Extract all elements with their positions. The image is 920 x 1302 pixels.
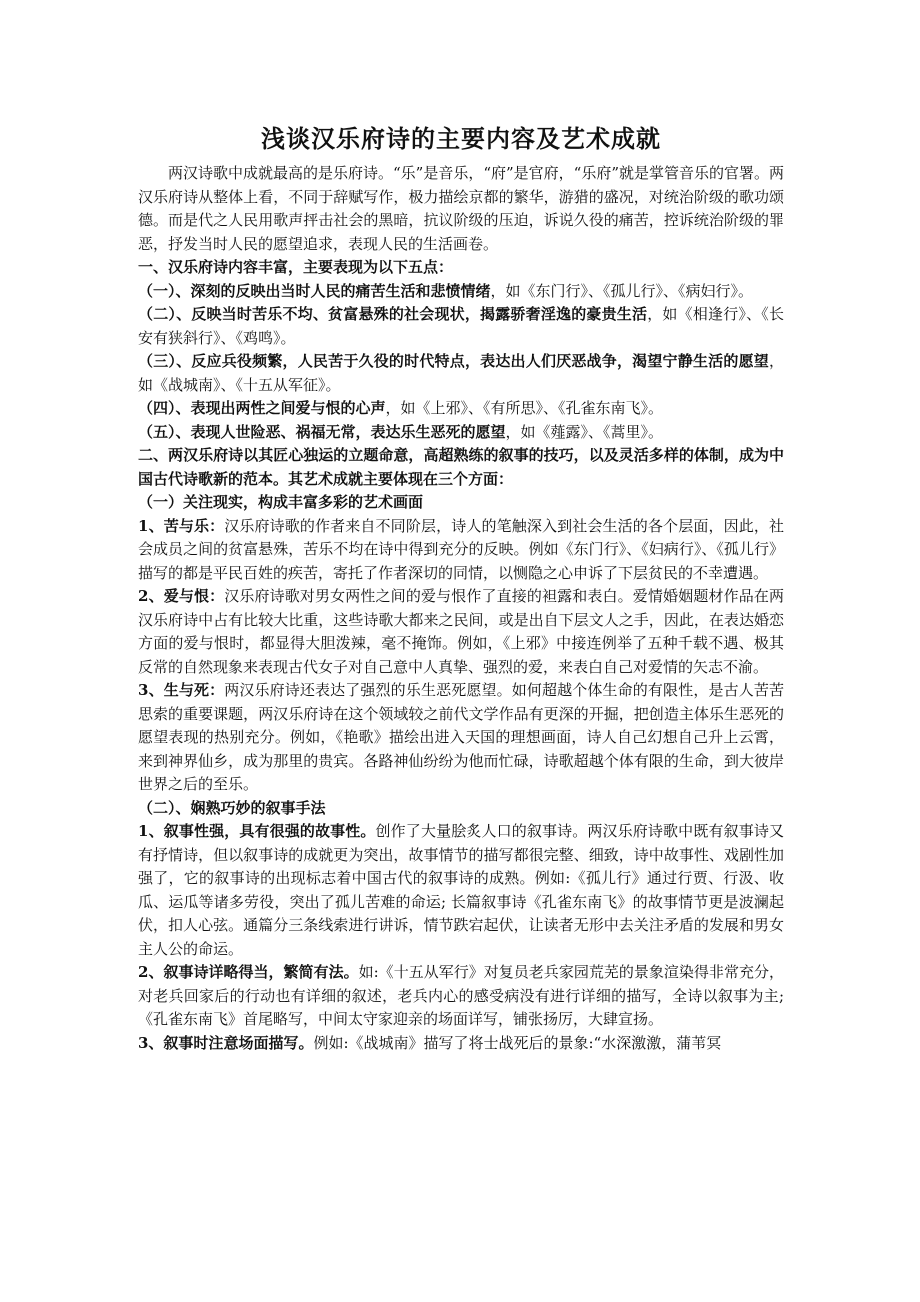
subsection1-heading: （一）关注现实，构成丰富多彩的艺术画面 [138,493,424,511]
narrative-item-3-text: 例如:《战城南》描写了将士战死后的景象:“水深激激，蒲苇冥 [313,1033,722,1052]
content-point-3 [138,350,784,397]
content-point-4-title: （四）、表现出两性之间爱与恨的心声 [138,399,386,417]
content-point-3-examples: ，如《战城南》、《十五从军征》。 [138,352,784,394]
content-point-1-examples: ，如《东门行》、《孤儿行》、《病妇行》。 [490,281,754,300]
content-point-1-title: （一）、深刻的反映出当时人民的痛苦生活和悲愤情绪 [138,281,491,300]
narrative-item-3 [138,1032,784,1056]
theme-item-3-text: 两汉乐府诗还表达了强烈的乐生恶死愿望。如何超越个体生命的有限性，是古人苦苦思索的重要课题，两汉乐府诗在这个领域较之前代文学作品有更深的开掘，把创造主体乐生恶死的愿望表现的热别充分。例如，《艳歌》描绘出进入天国的理想画面，诗人自己幻想自己升上云霄，来到神界仙乡，成为那里的贵宾。各路神仙纷纷为他而忙碌，诗歌超越个体有限的生命，到大彼岸世界之后的至乐。 [138,681,784,793]
content-point-5 [138,421,784,445]
document-content [138,124,784,1055]
narrative-item-1 [138,820,784,961]
subsection2-heading: （二）、娴熟巧妙的叙事手法 [138,798,326,817]
theme-item-2 [138,585,784,679]
content-point-2-examples: ，如《相逢行》、《长安有狭斜行》、《鸡鸣》。 [138,305,784,347]
content-point-4 [138,397,784,421]
document-title: 浅谈汉乐府诗的主要内容及艺术成就 [261,124,661,153]
section1-heading: 一、汉乐府诗内容丰富，主要表现为以下五点： [138,258,454,276]
narrative-item-2 [138,961,784,1032]
section2-heading: 二、两汉乐府诗以其匠心独运的立题命意，高超熟练的叙事的技巧，以及灵活多样的体制，成为中国古代诗歌新的范本。其艺术成就主要体现在三个方面： [138,446,784,488]
theme-item-1-text: 汉乐府诗歌的作者来自不同阶层，诗人的笔触深入到社会生活的各个层面，因此，社会成员之间的贫富悬殊，苦乐不均在诗中得到充分的反映。例如《东门行》、《妇病行》、《孤儿行》描写的都是平民百姓的疾苦，寄托了作者深切的同情，以恻隐之心申诉了下层贫民的不幸遭遇。 [138,516,784,582]
theme-item-2-title: 2、爱与恨： [138,587,225,605]
content-point-5-examples: ，如《薤露》、《蒿里》。 [505,422,664,441]
content-point-2-title: （二）、反映当时苦乐不均、贫富悬殊的社会现状，揭露骄奢淫逸的豪贵生活 [138,305,648,323]
theme-item-3 [138,679,784,797]
narrative-item-2-text: 如:《十五从军行》对复员老兵家园荒芜的景象渲染得非常充分，对老兵回家后的行动也有详细的叙述，老兵内心的感受病没有进行详细的描写，全诗以叙事为主;《孔雀东南飞》首尾略写，中间太守家迎亲的场面详写，铺张扬厉，大肆宣扬。 [138,963,784,1028]
theme-item-2-text: 汉乐府诗歌对男女两性之间的爱与恨作了直接的袒露和表白。爱情婚姻题材作品在两汉乐府诗中占有比较大比重，这些诗歌大都来之民间，或是出自下层文人之手，因此，在表达婚恋方面的爱与恨时，都显得大胆泼辣，毫不掩饰。例如，《上邪》中接连例举了五种千载不遇、极其反常的自然现象来表现古代女子对自己意中人真挚、强烈的爱，来表白自己对爱情的矢志不渝。 [138,587,784,676]
narrative-item-3-title: 3、叙事时注意场面描写。 [138,1033,314,1052]
content-point-5-title: （五）、表现人世险恶、祸福无常，表达乐生恶死的愿望 [138,422,506,441]
narrative-item-2-title: 2、叙事诗详略得当，繁简有法。 [138,963,359,981]
theme-item-1-title: 1、苦与乐： [138,516,225,535]
theme-item-3-title: 3、生与死： [138,681,225,699]
content-point-1 [138,280,784,304]
content-point-2 [138,303,784,350]
narrative-item-1-title: 1、叙事性强，具有很强的故事性。 [138,822,376,840]
content-point-3-title: （三）、反应兵役频繁，人民苦于久役的时代特点，表达出人们厌恶战争，渴望宁静生活的愿望 [138,352,769,370]
content-point-4-examples: ，如《上邪》、《有所思》、《孔雀东南飞》。 [385,399,664,417]
narrative-item-1-text: 创作了大量脍炙人口的叙事诗。两汉乐府诗歌中既有叙事诗又有抒情诗，但以叙事诗的成就更为突出，故事情节的描写都很完整、细致，诗中故事性、戏剧性加强了，它的叙事诗的出现标志着中国古代的叙事诗的成熟。例如:《孤儿行》通过行贾、行汲、收瓜、运瓜等诸多劳役，突出了孤儿苦难的命运; 长篇叙事诗《孔雀东南飞》的故事情节更是波澜起伏，扣人心弦。通篇分三条线索进行讲诉，情节跌宕起伏，让读者无形中去关注矛盾的发展和男女主人公的命运。 [138,822,784,958]
theme-item-1 [138,515,784,586]
intro-paragraph: 两汉诗歌中成就最高的是乐府诗。“乐”是音乐，“府”是官府，“乐府”就是掌管音乐的官署。两汉乐府诗从整体上看，不同于辞赋写作，极力描绘京都的繁华，游猎的盛况，对统治阶级的歌功颂德。而是代之人民用歌声抨击社会的黑暗，抗议阶级的压迫，诉说久役的痛苦，控诉统治阶级的罪恶，抒发当时人民的愿望追求，表现人民的生活画卷。 [138,164,785,253]
